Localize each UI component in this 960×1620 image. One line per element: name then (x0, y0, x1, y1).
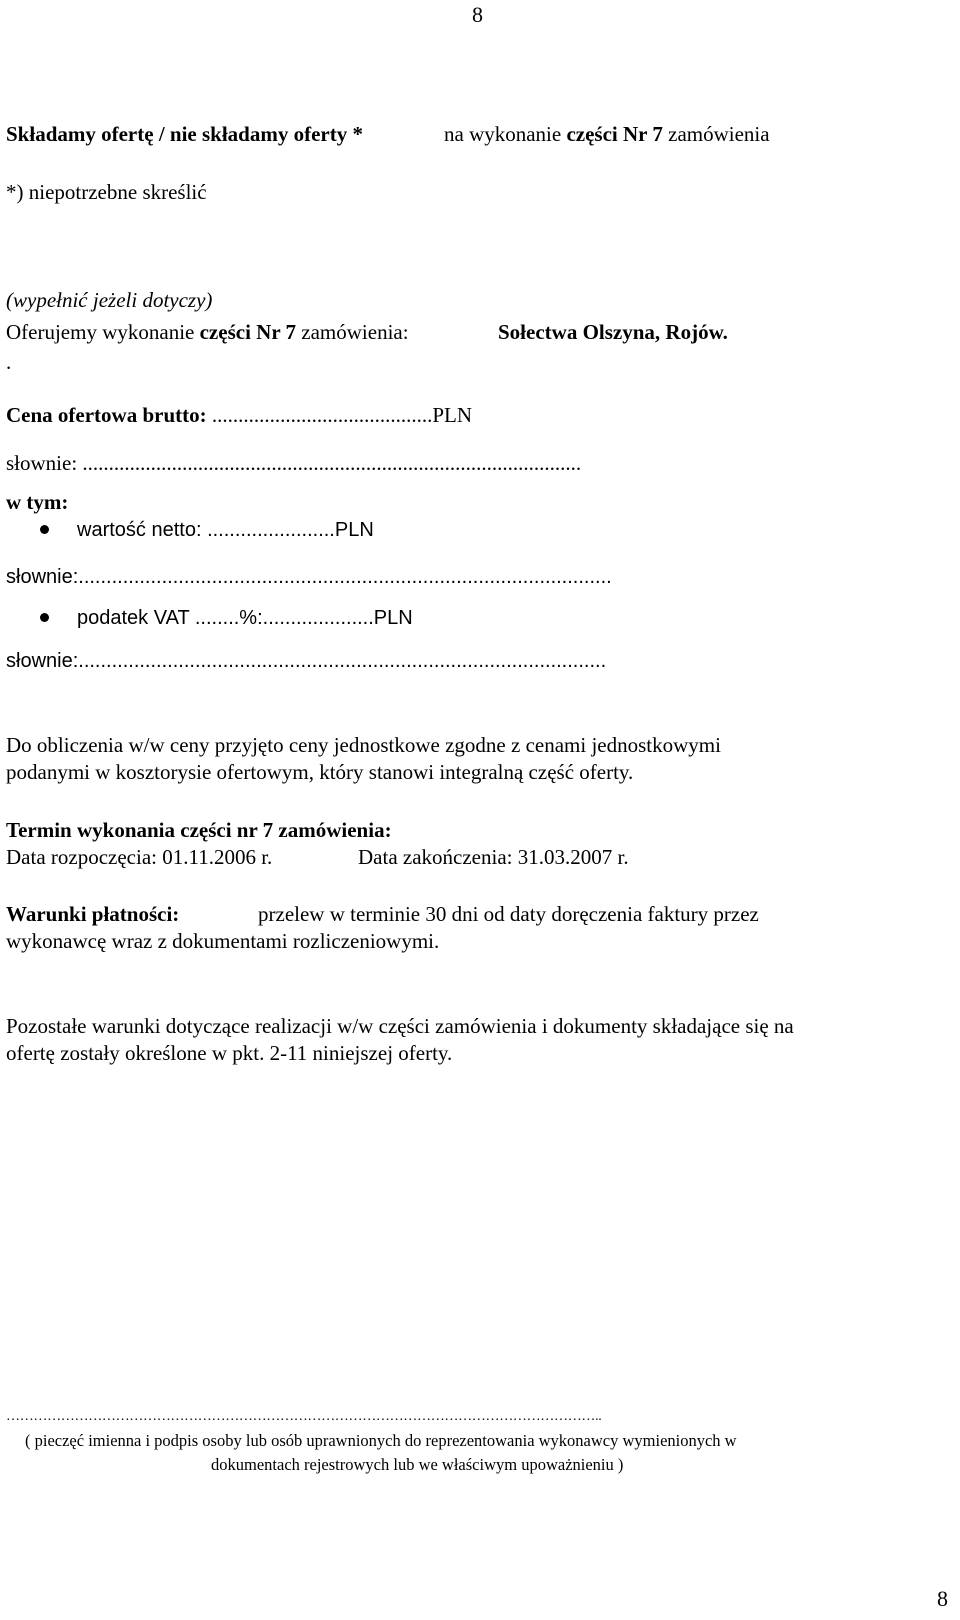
page-number-top: 8 (472, 2, 483, 27)
schedule-start: Data rozpoczęcia: 01.11.2006 r. (6, 845, 273, 869)
offer-heading-rest-2: zamówienia (662, 122, 770, 146)
payment-label: Warunki płatności: (6, 902, 180, 926)
unit-prices-text-1: Do obliczenia w/w ceny przyjęto ceny jednostkowe zgodne z cenami jednostkowymi (6, 733, 721, 757)
dot-line: . (6, 350, 12, 374)
vat-label: podatek VAT ........%: (77, 607, 263, 629)
bullet-icon (40, 525, 49, 534)
offer-heading-rest (444, 122, 770, 147)
signature-caption-1: ( pieczęć imienna i podpis osoby lub osób uprawnionych do reprezentowania wykonawcy wymienionych w (25, 1431, 737, 1450)
gross-price-currency: PLN (432, 403, 473, 427)
unit-prices-text-2: podanymi w kosztorysie ofertowym, który stanowi integralną część oferty. (6, 760, 634, 784)
gross-price-label: Cena ofertowa brutto: (6, 403, 212, 427)
signature-dots: ………………………………………………………………………………………………………………….. (6, 1409, 602, 1424)
gross-price-dots: .......................................... (211, 403, 433, 427)
net-value-currency: PLN (334, 519, 374, 541)
offer-footnote: *) niepotrzebne skreślić (6, 180, 207, 204)
offer-heading-rest-bold: części Nr 7 (566, 122, 663, 146)
vat-currency: PLN (373, 607, 413, 629)
offer-line-part-bold: części Nr 7 (199, 320, 297, 344)
vat-dots: .................... (262, 607, 374, 629)
schedule-heading: Termin wykonania części nr 7 zamówienia: (6, 818, 392, 842)
net-value-line (77, 518, 374, 542)
net-value-words: słownie:................................................................................................ (6, 566, 612, 588)
gross-price-words: słownie: ............................................................................................... (6, 451, 582, 475)
gross-price-line (6, 403, 472, 428)
schedule-end: Data zakończenia: 31.03.2007 r. (358, 845, 629, 869)
offer-heading (6, 122, 363, 147)
payment-text-2: wykonawcę wraz z dokumentami rozliczeniowymi. (6, 929, 440, 953)
offer-heading-bold: Składamy ofertę / nie składamy oferty * (6, 122, 363, 146)
other-terms-text-2: ofertę zostały określone w pkt. 2-11 niniejszej oferty. (6, 1041, 453, 1065)
payment-text-1: przelew w terminie 30 dni od daty doręczenia faktury przez (258, 902, 759, 926)
fill-note: (wypełnić jeżeli dotyczy) (6, 288, 213, 312)
offer-line (6, 320, 409, 345)
offer-line-part-1: Oferujemy wykonanie (6, 320, 200, 344)
offer-location: Sołectwa Olszyna, Rojów. (498, 320, 728, 344)
other-terms-text-1: Pozostałe warunki dotyczące realizacji w/w części zamówienia i dokumenty składające się na (6, 1014, 794, 1038)
bullet-icon (40, 613, 49, 622)
net-value-label: wartość netto: (77, 519, 208, 541)
page-number-bottom: 8 (937, 1586, 948, 1611)
vat-words: słownie:............................................................................................... (6, 650, 607, 672)
offer-line-part-2: zamówienia: (296, 320, 409, 344)
offer-heading-rest-1: na wykonanie (444, 122, 567, 146)
vat-line (77, 606, 413, 630)
in-that-label: w tym: (6, 490, 69, 514)
net-value-dots: ....................... (207, 519, 335, 541)
signature-caption-2: dokumentach rejestrowych lub we właściwym upoważnieniu ) (211, 1455, 624, 1474)
